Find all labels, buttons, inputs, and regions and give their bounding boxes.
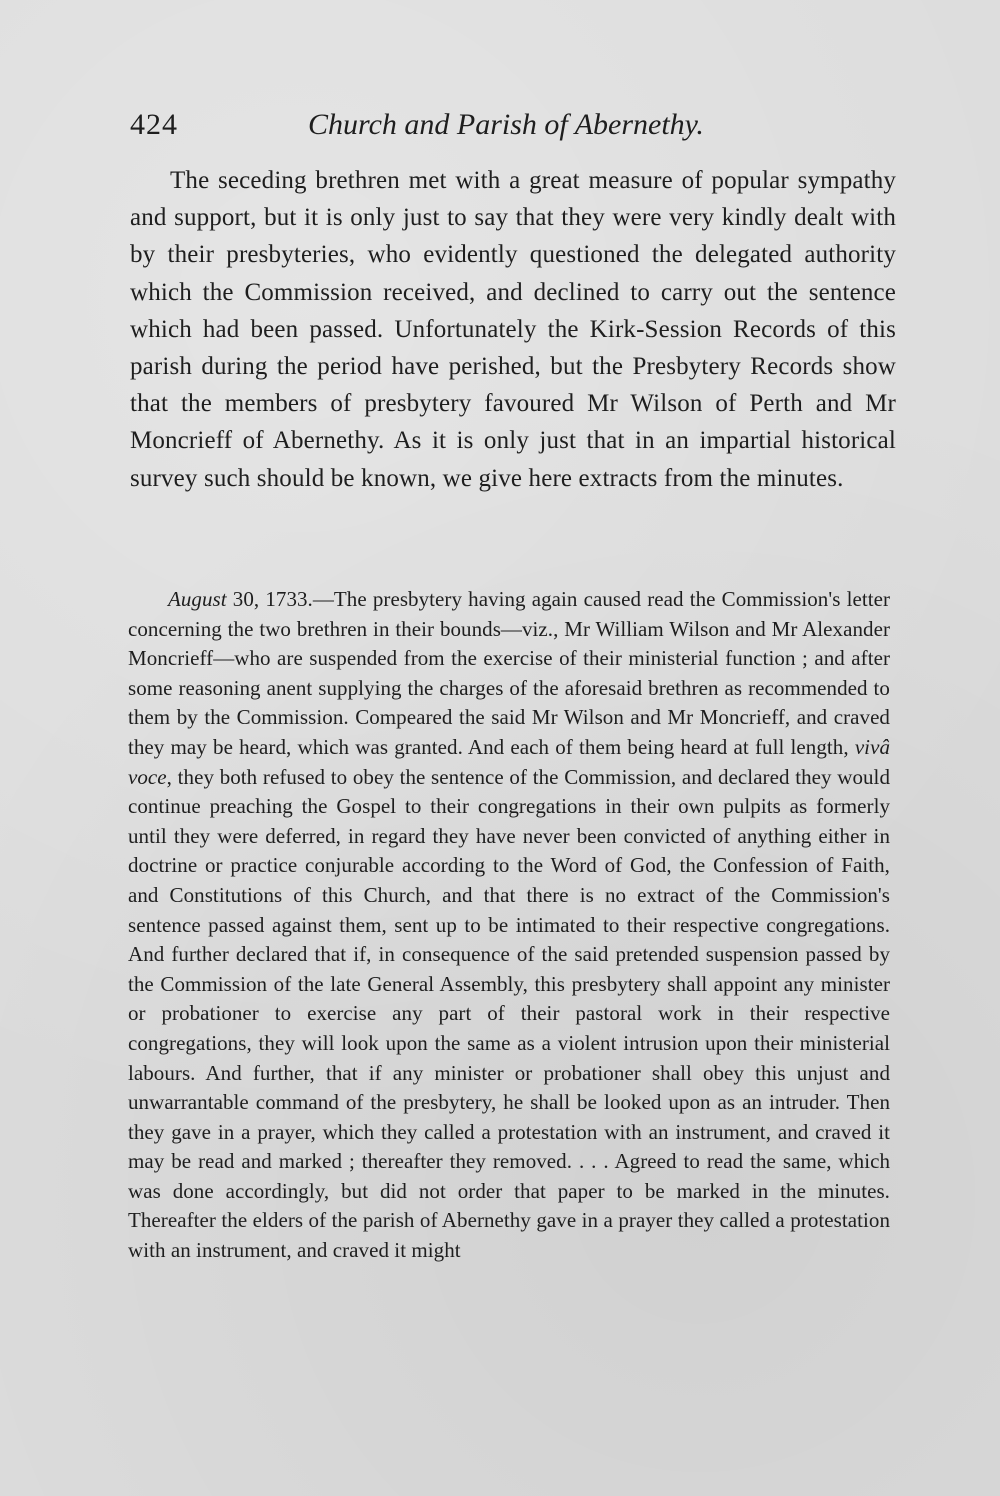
extract-text-part-2: , they both refused to obey the sentence of the Commission, and declared they would continue preaching the Gospel to their congregations in their own pulpits as formerly until they were deferred, in regard they have never been convicted of anything either in doctrine or practice conjurable according to the Word of God, the Confession of Faith, and Constitutions of this Church, and that there is no extract of the Commission's sentence passed against them, sent up to be intimated to their respective congregations. And further declared that if, in consequence of the said pretended suspension passed by the Commission of the late General Assembly, this presbytery shall appoint any minister or probationer to exercise any part of their pastoral work in their respective congregations, they will look upon the same as a violent intrusion upon their ministerial labours. And further, that if any minister or probationer shall obey this unjust and unwarrantable command of the presbytery, he shall be looked upon as an intruder. Then they gave in a prayer, which they called a protestation with an instrument, and craved it may be read and marked ; thereafter they removed. . . . Agreed to read the same, which was done accordingly, but did not order that paper to be marked in the minutes. Thereafter the elders of the parish of Abernethy gave in a prayer they called a protestation with an instrument, and craved it might <box>128 764 890 1263</box>
extract-date-rest: 30, 1733. <box>226 587 313 611</box>
extract-italic-phrase: vivâ voce <box>128 734 890 789</box>
running-title: Church and Parish of Abernethy. <box>308 108 704 141</box>
page-number: 424 <box>130 108 178 141</box>
running-head <box>130 103 870 147</box>
body-paragraph: The seceding brethren met with a great measure of popular sympathy and support, but it is only just to say that they were very kindly dealt with by their presbyteries, who evidently questioned the delegated authority which the Commission received, and declined to carry out the sentence which had been passed. Unfortunately the Kirk-Session Records of this parish during the period have perished, but the Presbytery Records show that the members of presbytery favoured Mr Wilson of Perth and Mr Moncrieff of Abernethy. As it is only just that in an impartial historical survey such should be known, we give here extracts from the minutes. <box>130 167 896 492</box>
extract-date: August <box>168 587 227 611</box>
extract-text-part-1: —The presbytery having again caused read the Commission's letter concerning the two brethren in their bounds—viz., Mr William Wilson and Mr Alexander Moncrieff—who are suspended from the exercise of their ministerial function ; and after some reasoning anent supplying the charges of the aforesaid brethren as recommended to them by the Commission. Compeared the said Mr Wilson and Mr Moncrieff, and craved they may be heard, which was granted. And each of them being heard at full length, <box>128 587 891 759</box>
minutes-extract <box>128 585 890 1266</box>
